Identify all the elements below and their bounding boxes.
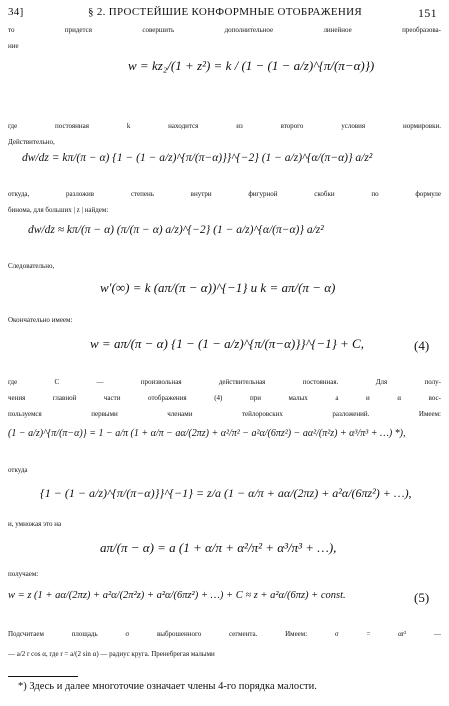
equation-number: (5) [414, 590, 430, 605]
paragraph-line: получаем: [8, 570, 39, 578]
paragraph-line: Следовательно, [8, 262, 55, 270]
paragraph-line: откуда, разложив степень внутри фигурной скобки по формуле [8, 190, 441, 198]
paragraph-line: и, умножая это на [8, 520, 62, 528]
equation-multiplier: aπ/(π − α) = a (1 + α/π + α²/π² + α³/π³ + …), [100, 540, 337, 555]
equation-inverse: {1 − (1 − a/z)^{π/(π−α)}}^{−1} = z/a (1 − α/π + aα/(2πz) + a²α/(6πz²) + …), [40, 486, 412, 500]
paragraph-line: Подсчитаем площадь σ выброшенного сегмента. Имеем: σ = αr² — [8, 630, 441, 638]
equation-taylor: (1 − a/z)^{π/(π−α)} = 1 − a/π (1 + α/π − aα/(2πz) + α²/π² − a²α/(6πz²) − aα²/(π²z) + α³/π³ + …) *), [8, 428, 406, 439]
paragraph-line: ние [8, 42, 19, 50]
equation-final: w = aπ/(π − α) {1 − (1 − a/z)^{π/(π−α)}}^{−1} + C, [90, 336, 364, 351]
equation-approx: dw/dz ≈ kπ/(π − α) (π/(π − α) a/z)^{−2} (1 − a/z)^{α/(π−α)} a/z² [28, 224, 324, 236]
paragraph-line: откуда [8, 466, 28, 474]
paragraph-line: Окончательно имеем: [8, 316, 73, 324]
page-number: 151 [418, 6, 437, 20]
paragraph-line: Действительно, [8, 138, 55, 146]
paragraph-line: — a/2 r cos α, где r = a/(2 sin α) — радиус круга. Пренебрегая малыми [8, 650, 215, 658]
paragraph-line: бинома, для больших | z | найдем: [8, 206, 109, 214]
paragraph-line: чения главной части отображения (4) при малых a и α вос- [8, 394, 441, 402]
footnote: *) Здесь и далее многоточие означает члены 4-го порядка малости. [18, 681, 317, 692]
paragraph-line: где C — произвольная действительная постоянная. Для полу- [8, 378, 441, 386]
footnote-rule [8, 676, 78, 677]
header-section: 34] [8, 6, 24, 18]
equation-number: (4) [414, 338, 430, 353]
paragraph-line: где постоянная k находится из второго условия нормировки. [8, 122, 441, 130]
equation-derivative: dw/dz = kπ/(π − α) {1 − (1 − a/z)^{π/(π−α)}}^{−2} (1 − a/z)^{α/(π−α)} a/z² [22, 152, 373, 164]
running-head: § 2. ПРОСТЕЙШИЕ КОНФОРМНЫЕ ОТОБРАЖЕНИЯ [88, 6, 363, 18]
equation-w: w = kz₂/(1 + z²) = k / (1 − (1 − a/z)^{π/(π−α)}) [128, 58, 375, 73]
paragraph-line: пользуемся первыми членами тейлоровских разложений. Имеем: [8, 410, 441, 418]
equation-result: w = z (1 + aα/(2πz) + a²α/(2π²z) + a²α/(6πz²) + …) + C ≈ z + a²α/(6πz) + const. [8, 590, 346, 601]
equation-w-infinity: w′(∞) = k (aπ/(π − α))^{−1} и k = aπ/(π − α) [100, 280, 336, 295]
paragraph-line: то придется совершить дополнительное линейное преобразова- [8, 26, 441, 34]
